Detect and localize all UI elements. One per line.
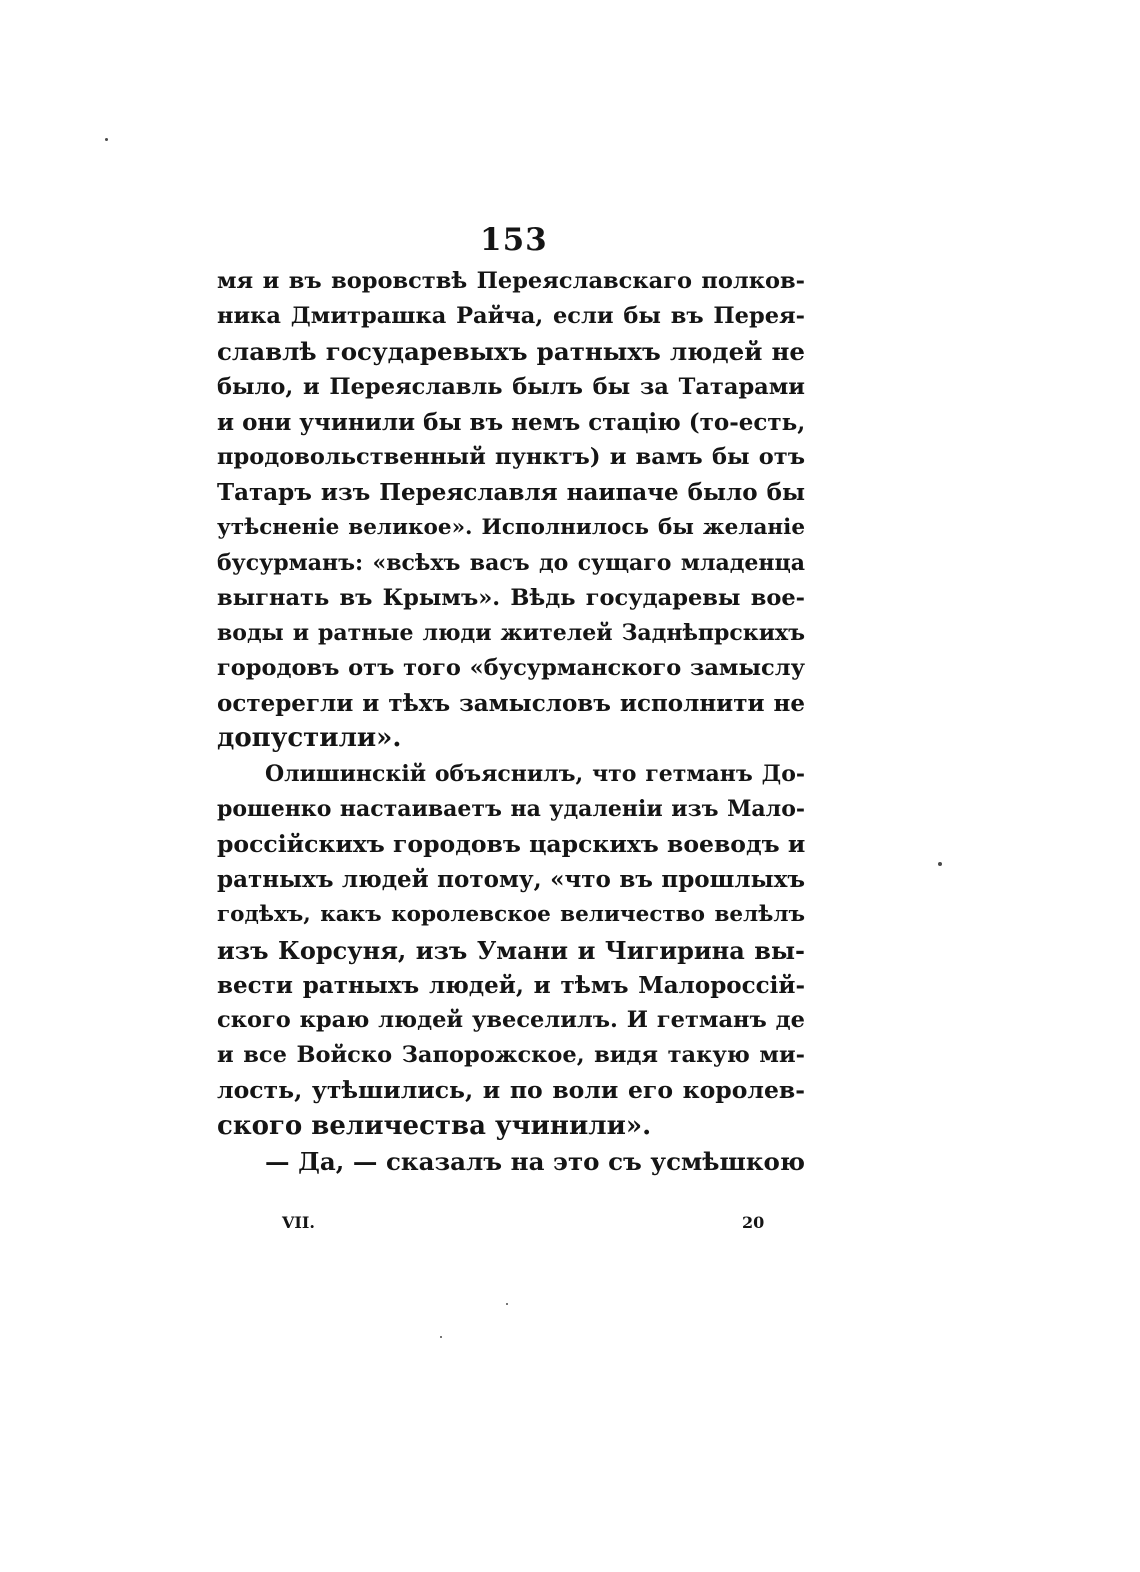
paragraph-start-line: — Да, — сказалъ на это съ усмѣшкою [265,1146,805,1176]
text-line: ника Дмитрашка Райча, если бы въ Перея- [217,303,805,330]
scan-speck [440,1336,442,1338]
text-line: продовольственный пунктъ) и вамъ бы отъ [217,443,805,470]
text-line: мя и въ воровствѣ Переяславскаго полков- [217,268,805,294]
text-line: вести ратныхъ людей, и тѣмъ Малороссій- [217,971,805,999]
text-line: ского величества учинили». [217,1110,652,1141]
text-line: годѣхъ, какъ королевское величество велѣлъ [217,902,805,928]
text-line: лость, утѣшились, и по воли его королев- [217,1076,805,1105]
text-line: городовъ отъ того «бусурманского замыслу [217,655,805,682]
text-line: изъ Корсуня, изъ Умани и Чигирина вы- [217,935,805,965]
scan-speck [506,1303,508,1305]
text-line: Татаръ изъ Переяславля наипаче было бы [217,479,805,507]
text-line: и все Войско Запорожское, видя такую ми- [217,1042,805,1069]
paragraph-start-line: Олишинскій объяснилъ, что гетманъ До- [265,760,805,787]
text-line: было, и Переяславль былъ бы за Татарами [217,373,805,400]
text-line: воды и ратные люди жителей Заднѣпрскихъ [217,619,805,646]
signature-mark: VII. [282,1213,315,1232]
text-line: россійскихъ городовъ царскихъ воеводъ и [217,830,805,858]
sheet-number: 20 [742,1213,765,1232]
text-line: рошенко настаиваетъ на удаленіи изъ Мало- [217,795,805,822]
text-line: бусурманъ: «всѣхъ васъ до сущаго младенца [217,549,805,576]
body-text [217,264,805,1179]
scan-speck [938,862,942,866]
text-line: и они учинили бы въ немъ стацію (то-есть, [217,408,805,436]
page-number: 153 [480,222,548,258]
text-line: остерегли и тѣхъ замысловъ исполнити не [217,690,805,718]
text-line: ратныхъ людей потому, «что въ прошлыхъ [217,866,805,894]
text-line: допустили». [217,723,402,754]
text-line: славлѣ государевыхъ ратныхъ людей не [217,337,805,367]
text-line: утѣсненіе великое». Исполнилось бы желаніе [217,515,805,541]
text-line: ского краю людей увеселилъ. И гетманъ де [217,1006,805,1033]
text-line: выгнать въ Крымъ». Вѣдь государевы вое- [217,584,805,611]
scan-speck [105,138,108,141]
